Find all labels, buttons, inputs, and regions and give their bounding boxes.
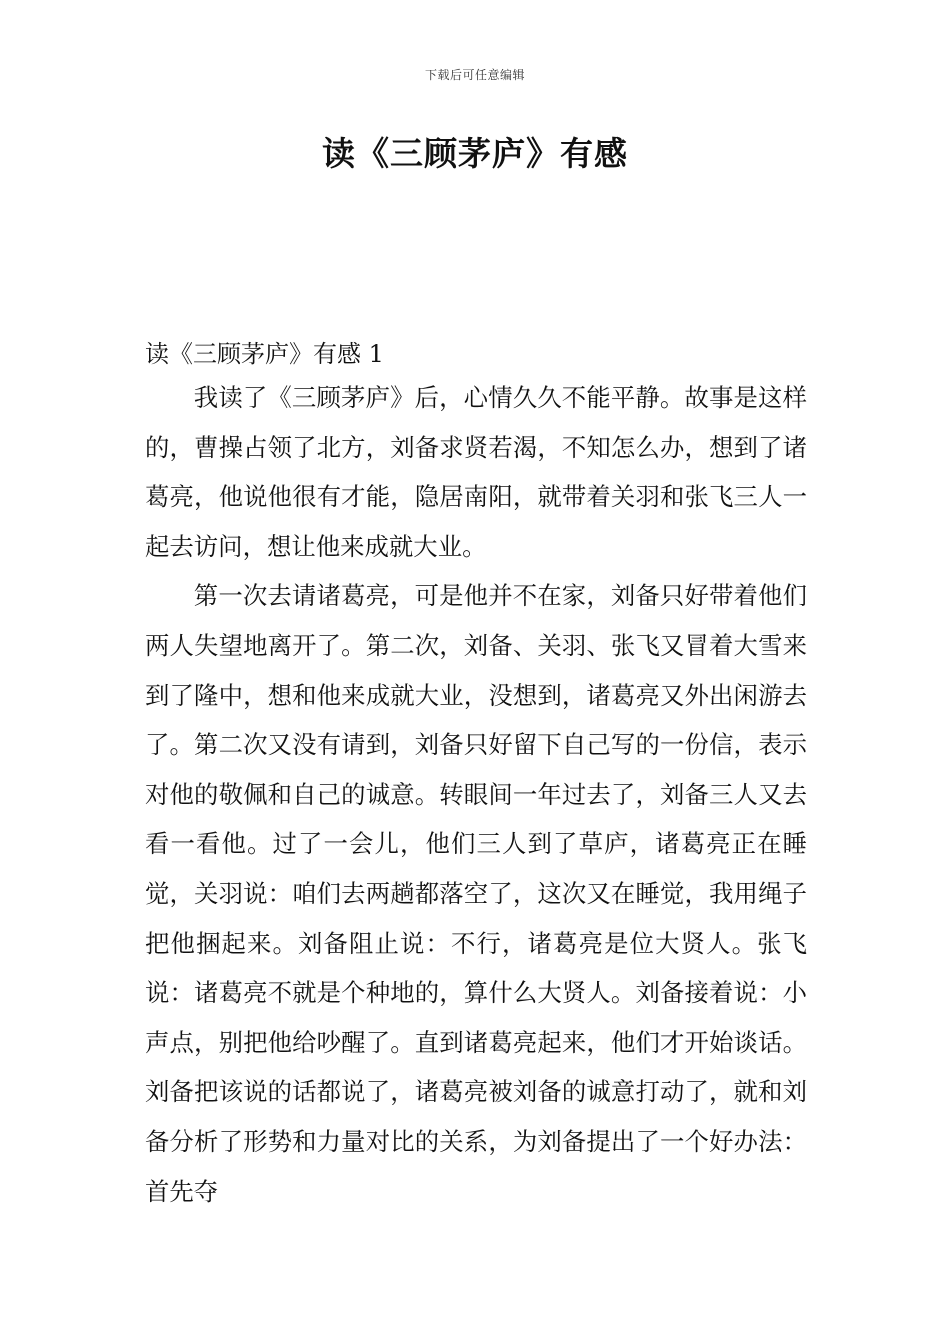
paragraph: 我读了《三顾茅庐》后，心情久久不能平静。故事是这样的，曹操占领了北方，刘备求贤若渴，不知怎么办，想到了诸葛亮，他说他很有才能，隐居南阳，就带着关羽和张飞三人一起去访问，想让他来成就大业。	[145, 383, 807, 561]
paragraph: 第一次去请诸葛亮，可是他并不在家，刘备只好带着他们两人失望地离开了。第二次，刘备、关羽、张飞又冒着大雪来到了隆中，想和他来成就大业，没想到，诸葛亮又外出闲游去了。第二次又没有请到，刘备只好留下自己写的一份信，表示对他的敬佩和自己的诚意。转眼间一年过去了，刘备三人又去看一看他。过了一会儿，他们三人到了草庐，诸葛亮正在睡觉，关羽说：咱们去两趟都落空了，这次又在睡觉，我用绳子把他捆起来。刘备阻止说：不行，诸葛亮是位大贤人。张飞说：诸葛亮不就是个种地的，算什么大贤人。刘备接着说：小声点，别把他给吵醒了。直到诸葛亮起来，他们才开始谈话。刘备把该说的话都说了，诸葛亮被刘备的诚意打动了，就和刘备分析了形势和力量对比的关系，为刘备提出了一个好办法：首先夺	[145, 581, 807, 1206]
document-title: 读《三顾茅庐》有感	[322, 134, 628, 173]
body-text	[145, 373, 807, 1216]
section-heading: 读《三顾茅庐》有感 1	[145, 340, 384, 368]
header-note: 下载后可任意编辑	[424, 68, 525, 82]
